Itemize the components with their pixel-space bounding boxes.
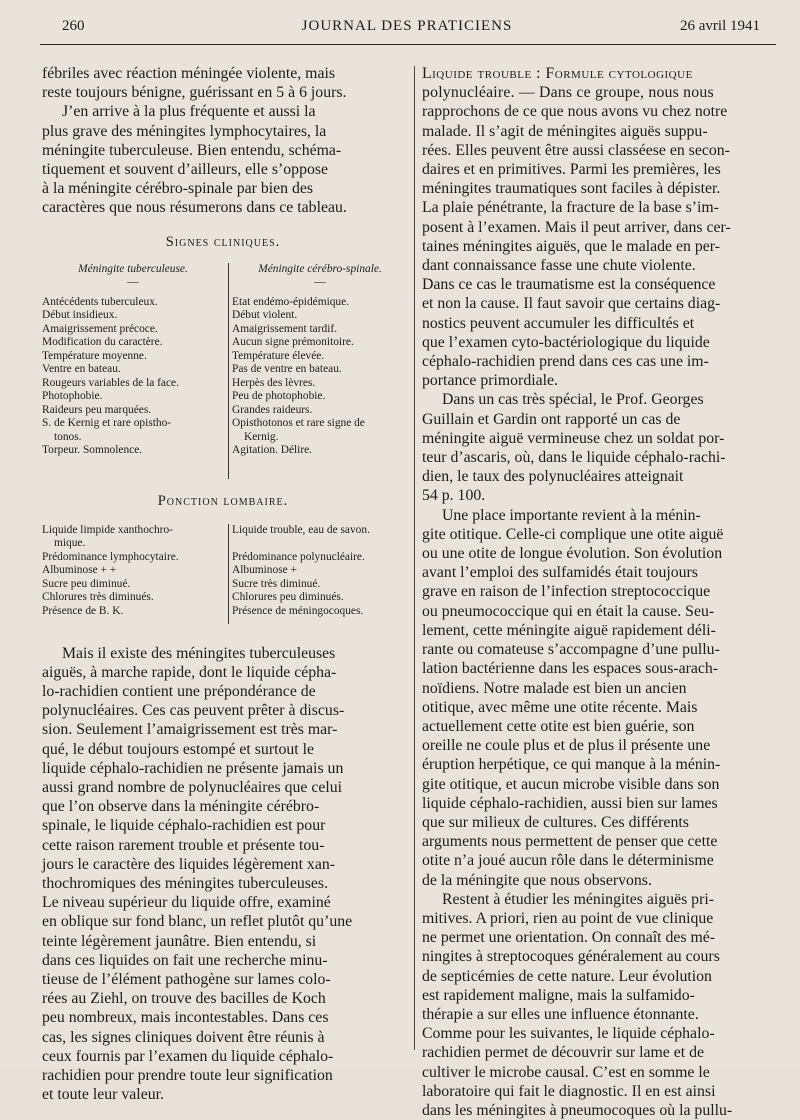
page-number: 260: [62, 18, 85, 34]
column-heading: Méningite tuberculeuse.: [78, 262, 188, 275]
signe-item: Pas de ventre en bateau.: [232, 363, 342, 376]
text-line: ningites à streptocoques généralement au cours: [422, 948, 720, 966]
text-line: lo-rachidien contient une prépondérance de: [42, 683, 316, 701]
signes-table: [42, 263, 404, 479]
ponction-item: mique.: [54, 537, 86, 550]
text-line: fébriles avec réaction méningée violente, mais: [42, 65, 335, 82]
text-line: qué, le début toujours estompé et surtout le: [42, 740, 315, 758]
text-line: tiquement et souvent d’ailleurs, elle s’oppose: [42, 161, 329, 179]
text-line: et non la cause. Il faut savoir que certains diag-: [422, 295, 721, 313]
signe-item: Grandes raideurs.: [232, 403, 313, 416]
text-line: aussi grand nombre de polynucléaires que celui: [42, 779, 343, 797]
ponction-item: Albuminose + +: [42, 564, 117, 577]
text-line: spinale, le liquide céphalo-rachidien est pour: [42, 817, 326, 835]
text-line: rachidien permet de découvrir sur lame et de: [422, 1044, 705, 1062]
text-line: ou une otite de longue évolution. Son évolution: [422, 545, 723, 563]
text-line: liquide céphalo-rachidien, aussi bien sur lames: [422, 794, 718, 812]
signe-item: Antécédents tuberculeux.: [42, 295, 158, 308]
text-line: otitique, avec même une otite récente. Mais: [422, 698, 698, 716]
text-line: thérapie a sur elles une influence étonnante.: [422, 1005, 699, 1023]
text-line: Mais il existe des méningites tuberculeuses: [62, 644, 336, 662]
text-line: Restent à étudier les méningites aiguës pri-: [442, 890, 714, 908]
signe-item: Agitation. Délire.: [232, 444, 313, 457]
text-line: grave en raison de l’infection streptococcique: [422, 583, 711, 601]
ponction-item: Prédominance lymphocytaire.: [42, 550, 179, 563]
text-line: peu nombreux, mais incontestables. Dans ces: [42, 1009, 329, 1027]
ponction-lombaire-title: Ponction lombaire.: [157, 492, 289, 509]
paragraph-tuberculeuse: [42, 102, 404, 217]
text-line: dien, le taux des polynucléaires atteignait: [422, 468, 684, 486]
paragraph-aigues: [42, 644, 404, 1105]
text-line: et toute leur valeur.: [42, 1086, 164, 1104]
ponction-item: Sucre très diminué.: [232, 577, 321, 590]
ponction-item: Chlorures peu diminués.: [232, 591, 344, 604]
text-line: teinte légèrement jaunâtre. Bien entendu, si: [42, 932, 317, 950]
left-column: [42, 64, 404, 1105]
text-line: Le niveau supérieur du liquide offre, examiné: [42, 894, 331, 912]
text-line: méningite aiguë vermineuse chez un soldat por-: [422, 429, 725, 447]
text-line: cultiver le microbe causal. C’est en somme le: [422, 1063, 710, 1081]
text-line: reste toujours bénigne, guérissant en 5 à 6 jours.: [42, 84, 347, 102]
text-line: Dans un cas très spécial, le Prof. Georges: [442, 391, 704, 409]
text-line: Une place importante revient à la ménin-: [442, 506, 701, 524]
ponction-item: Présence de B. K.: [42, 604, 124, 617]
signes-right-column: [232, 263, 408, 458]
signes-left-column: [42, 263, 224, 458]
text-line: à la méningite cérébro-spinale par bien des: [42, 180, 314, 198]
text-line: rapprochons de ce que nous avons vu chez notre: [422, 103, 728, 121]
text-line: rées au Ziehl, on trouve des bacilles de Koch: [42, 990, 326, 1008]
heading-dash: —: [127, 276, 139, 289]
text-line: que l’on observe dans la méningite cérébro-: [42, 798, 320, 816]
text-line: que sur milieux de cultures. Ces différents: [422, 813, 689, 831]
signe-item: Amaigrissement tardif.: [232, 322, 338, 335]
signes-cliniques-title: Signes cliniques.: [165, 233, 281, 250]
paragraph-vermineuse: [422, 390, 782, 505]
table-divider: [228, 263, 229, 479]
text-line: dans ces liquides on fait une recherche minu-: [42, 951, 328, 969]
signe-item: S. de Kernig et rare opistho-: [42, 417, 172, 430]
text-line: otite n’a joué aucun rôle dans le déterminisme: [422, 852, 714, 870]
text-line: sion. Seulement l’amaigrissement est très mar-: [42, 721, 338, 739]
paragraph-liquide-trouble: [422, 64, 782, 390]
text-line: arguments nous permettent de penser que cette: [422, 833, 718, 851]
text-line: de septicémies de cette nature. Leur évolution: [422, 967, 712, 985]
text-line: rante ou comateuse s’accompagne d’une pullu-: [422, 641, 720, 659]
ponction-item: Prédominance polynucléaire.: [232, 550, 365, 563]
intro-paragraph: [42, 64, 404, 102]
text-line: portance primordiale.: [422, 372, 558, 390]
heading-dash: —: [314, 276, 326, 289]
text-line: méningites traumatiques sont faciles à dépister.: [422, 180, 721, 198]
text-line: ceux fournis par l’examen du liquide céphalo-: [42, 1047, 334, 1065]
ponction-left-column: [42, 524, 224, 619]
text-line: La plaie pénétrante, la fracture de la base s’im-: [422, 199, 719, 217]
text-line: rachidien pour prendre toute leur signification: [42, 1067, 333, 1085]
text-line: cas, les signes cliniques doivent être réunis à: [42, 1028, 325, 1046]
journal-title: JOURNAL DES PRATICIENS: [301, 18, 513, 34]
text-line: oreille ne coule plus et de plus il présente une: [422, 737, 711, 755]
text-line: 54 p. 100.: [422, 487, 486, 505]
text-line: rées. Elles peuvent être aussi classéese en secon-: [422, 141, 730, 159]
signe-item: Raideurs peu marquées.: [42, 403, 152, 416]
column-heading: Méningite cérébro-spinale.: [258, 262, 382, 275]
text-line: Liquide trouble : Formule cytologique: [422, 65, 693, 82]
text-line: méningite tuberculeuse. Bien entendu, schéma-: [42, 141, 342, 159]
signe-item: Photophobie.: [42, 390, 103, 403]
signe-item: Aucun signe prémonitoire.: [232, 336, 354, 349]
text-line: dant connaissance fasse une chute violente.: [422, 257, 696, 275]
text-line: Dans ce cas le traumatisme est la conséquence: [422, 276, 716, 294]
signe-item: Rougeurs variables de la face.: [42, 376, 179, 389]
text-line: éruption herpétique, ce qui manque à la ménin-: [422, 756, 721, 774]
ponction-table: [42, 524, 404, 624]
signe-item: Début insidieux.: [42, 309, 118, 322]
text-line: plus grave des méningites lymphocytaires, la: [42, 122, 327, 140]
text-line: malade. Il s’agit de méningites aiguës suppu-: [422, 122, 708, 140]
text-line: en oblique sur fond blanc, un reflet plutôt qu’une: [42, 913, 353, 931]
signe-item: tonos.: [54, 430, 82, 443]
signe-item: Opisthotonos et rare signe de: [232, 417, 365, 430]
table-divider: [228, 524, 229, 624]
ponction-item: [232, 537, 408, 551]
text-line: dans les méningites à pneumocoques où la pullu-: [422, 1101, 733, 1119]
text-line: céphalo-rachidien prend dans ces cas une im-: [422, 353, 709, 371]
text-line: thochromiques des méningites tuberculeuses.: [42, 875, 329, 893]
text-line: tieuse de l’élément pathogène sur lames colo-: [42, 971, 331, 989]
text-line: lement, cette méningite aiguë rapidement déli-: [422, 621, 716, 639]
text-line: actuellement cette otite est bien guérie, son: [422, 717, 695, 735]
text-line: liquide céphalo-rachidien ne présente jamais un: [42, 759, 344, 777]
ponction-item: Liquide limpide xanthochro-: [42, 523, 173, 536]
paragraph-otitique: [422, 506, 782, 890]
text-line: lation bactérienne dans les espaces sous-arach-: [422, 660, 719, 678]
text-line: jours le caractère des liquides légèrement xan-: [42, 855, 335, 873]
paragraph-primitives: [422, 890, 782, 1120]
text-line: ou pneumococcique qui en était la cause. Seu-: [422, 602, 715, 620]
signe-item: Etat endémo-épidémique.: [232, 295, 350, 308]
signe-item: Peu de photophobie.: [232, 390, 326, 403]
signe-item: Modification du caractère.: [42, 336, 163, 349]
text-line: Guillain et Gardin ont rapporté un cas de: [422, 410, 681, 428]
text-line: mitives. A priori, rien au point de vue clinique: [422, 909, 714, 927]
text-line: Comme pour les suivantes, le liquide céphalo-: [422, 1025, 715, 1043]
text-line: polynucléaires. Ces cas peuvent prêter à discus-: [42, 702, 345, 720]
text-line: J’en arrive à la plus fréquente et aussi la: [62, 103, 316, 121]
signe-item: Kernig.: [244, 430, 279, 443]
text-line: noïdiens. Notre malade est bien un ancien: [422, 679, 687, 697]
ponction-item: Présence de méningocoques.: [232, 604, 364, 617]
column-divider: [414, 66, 415, 1050]
text-line: posent à l’examen. Mais il peut arriver, dans cer-: [422, 218, 731, 236]
ponction-item: Sucre peu diminué.: [42, 577, 131, 590]
text-line: daires et en primitives. Parmi les premières, les: [422, 161, 721, 179]
text-line: taines méningites aiguës, que le malade en per-: [422, 237, 720, 255]
text-line: de la méningite que nous observons.: [422, 871, 652, 889]
signe-item: Herpès des lèvres.: [232, 376, 316, 389]
header-rule: [40, 44, 776, 45]
signe-item: Température élevée.: [232, 349, 325, 362]
right-column: [422, 64, 782, 1120]
text-line: gite otitique, et aucun microbe visible dans son: [422, 775, 720, 793]
text-line: gite otitique. Celle-ci complique une otite aiguë: [422, 525, 724, 543]
text-line: nostics peuvent accumuler les difficultés et: [422, 314, 695, 332]
text-line: aiguës, à marche rapide, dont le liquide cépha-: [42, 663, 337, 681]
text-line: laboratoire qui fait le diagnostic. Il en est ainsi: [422, 1082, 716, 1100]
ponction-item: Liquide trouble, eau de savon.: [232, 523, 370, 536]
text-line: est rapidement maligne, mais la sulfamido-: [422, 986, 695, 1004]
signe-item: Amaigrissement précoce.: [42, 322, 158, 335]
issue-date: 26 avril 1941: [680, 18, 760, 34]
page-header: [44, 18, 770, 42]
text-line: caractères que nous résumerons dans ce tableau.: [42, 199, 347, 217]
ponction-right-column: [232, 524, 408, 619]
text-line: teur d’ascaris, où, dans le liquide céphalo-rachi-: [422, 449, 726, 467]
text-line: ne permet une orientation. On connaît des mé-: [422, 929, 716, 947]
text-line: cette raison rarement trouble et présente tou-: [42, 836, 325, 854]
text-line: avant l’emploi des sulfamidés était toujours: [422, 564, 698, 582]
signe-item: Température moyenne.: [42, 349, 147, 362]
text-line: polynucléaire. — Dans ce groupe, nous nous: [422, 84, 714, 102]
text-line: que l’examen cyto-bactériologique du liquide: [422, 333, 710, 351]
ponction-item: Chlorures très diminués.: [42, 591, 154, 604]
ponction-item: Albuminose +: [232, 564, 297, 577]
signe-item: Ventre en bateau.: [42, 363, 121, 376]
signe-item: Début violent.: [232, 309, 298, 322]
signe-item: Torpeur. Somnolence.: [42, 444, 143, 457]
